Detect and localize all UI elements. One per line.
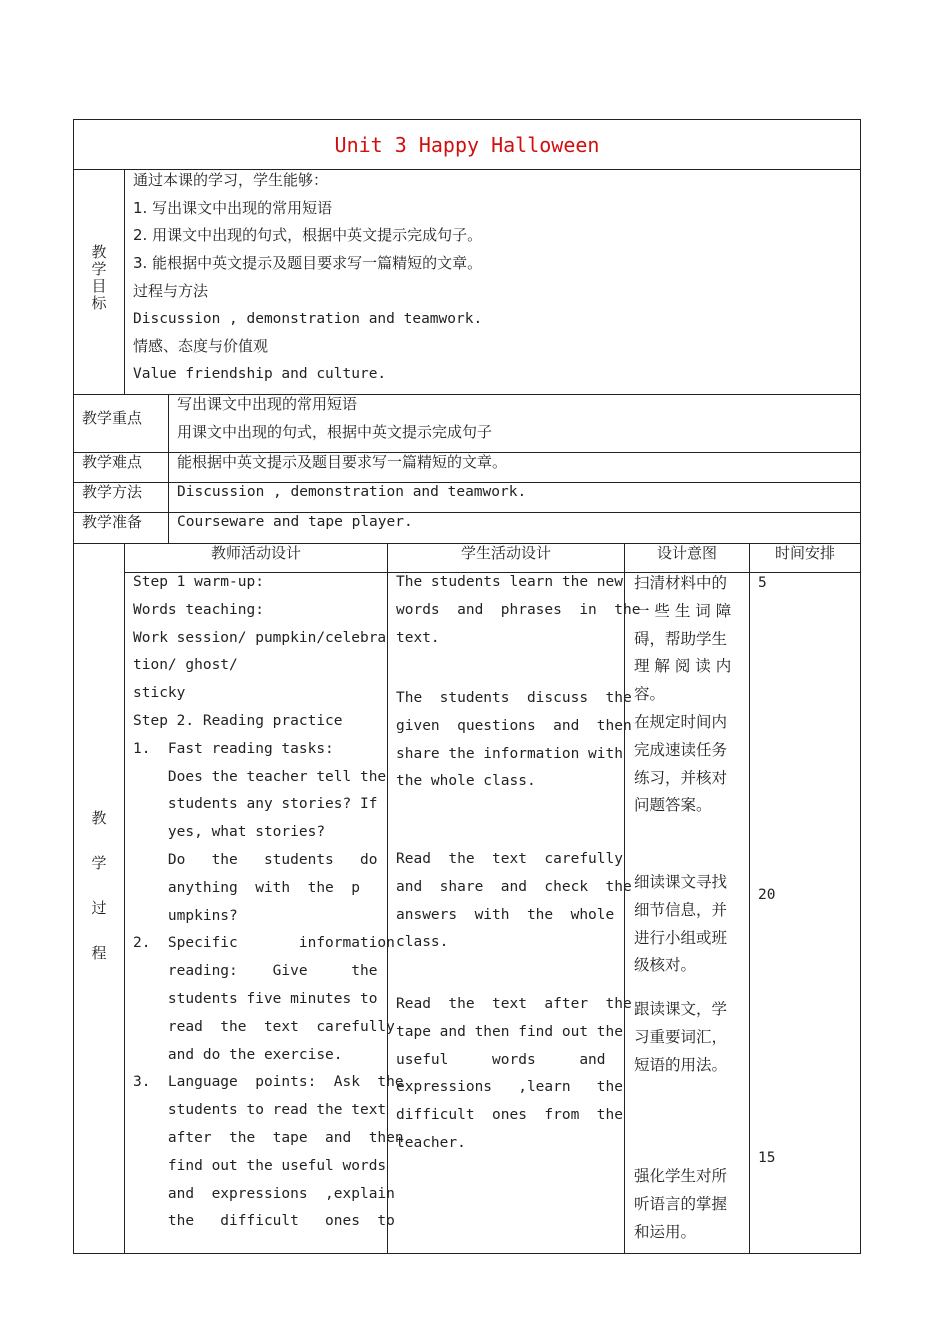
header-teacher: 教师活动设计 — [210, 544, 301, 562]
intent-line: 完成速读任务 — [634, 740, 728, 759]
intent-line: 习重要词汇， — [634, 1027, 728, 1046]
difficulty-label: 教学难点 — [82, 453, 143, 471]
teacher-line: 1. Fast reading tasks: — [133, 740, 334, 757]
teacher-line: anything with the p — [133, 879, 360, 896]
teacher-line: and expressions ,explain — [133, 1185, 395, 1202]
teacher-line: Do the students do — [133, 852, 378, 868]
method-label: 教学方法 — [82, 483, 143, 501]
table-border-right — [860, 119, 861, 1254]
student-line: expressions ,learn the — [396, 1079, 623, 1096]
teacher-line: the difficult ones to — [133, 1213, 395, 1230]
student-line: answers with the whole — [396, 906, 615, 923]
teacher-line: Words teaching: — [133, 601, 264, 618]
intent-line: 理 解 阅 读 内 — [634, 657, 732, 676]
teacher-line: Step 1 warm-up: — [133, 574, 264, 590]
objectives-line: 2. 用课文中出现的句式，根据中英文提示完成句子。 — [133, 226, 483, 244]
table-border-top — [73, 119, 861, 120]
time-value: 5 — [758, 575, 767, 591]
teacher-line: Does the teacher tell the — [133, 768, 387, 785]
key-points-line: 用课文中出现的句式，根据中英文提示完成句子 — [177, 423, 493, 441]
process-label-char: 学 — [91, 854, 107, 872]
teacher-line: Work session/ pumpkin/celebra — [133, 629, 387, 646]
teacher-line: after the tape and then — [133, 1130, 404, 1146]
intent-line: 容。 — [634, 685, 666, 704]
intent-line: 一 些 生 词 障 — [634, 601, 732, 620]
student-line: The students learn the new — [396, 574, 623, 590]
intent-line: 和运用。 — [634, 1222, 697, 1241]
method-text: Discussion , demonstration and teamwork. — [177, 484, 527, 500]
preparation-text: Courseware and tape player. — [177, 514, 413, 530]
teacher-line: students five minutes to — [133, 991, 378, 1007]
intent-line: 强化学生对所 — [634, 1167, 728, 1185]
intent-line: 细读课文寻找 — [634, 873, 728, 891]
table-border-left — [73, 119, 74, 1254]
preparation-label: 教学准备 — [82, 513, 143, 531]
intent-line: 跟读课文，学 — [634, 1000, 728, 1018]
intent-line: 在规定时间内 — [634, 713, 728, 731]
intent-line: 级核对。 — [634, 956, 697, 975]
teacher-line: students any stories? If — [133, 796, 378, 813]
student-line: Read the text after the — [396, 996, 632, 1012]
objectives-line: 情感、态度与价值观 — [133, 337, 269, 355]
teacher-line: Step 2. Reading practice — [133, 713, 343, 729]
teacher-line: reading: Give the — [133, 963, 378, 980]
student-line: difficult ones from the — [396, 1107, 623, 1124]
table-rule — [749, 543, 750, 1254]
process-label-char: 过 — [91, 899, 107, 917]
student-line: share the information with — [396, 745, 623, 762]
intent-line: 碍，帮助学生 — [634, 629, 728, 648]
objectives-line: 1. 写出课文中出现的常用短语 — [133, 199, 333, 217]
student-line: Read the text carefully — [396, 851, 623, 867]
student-line: given questions and then — [396, 717, 632, 734]
objectives-line: 通过本课的学习，学生能够： — [133, 171, 329, 189]
objectives-line: Discussion , demonstration and teamwork. — [133, 311, 483, 327]
page-title: Unit 3 Happy Halloween — [334, 133, 600, 157]
teacher-line: read the text carefully — [133, 1018, 395, 1035]
table-rule — [168, 394, 169, 543]
objectives-line: Value friendship and culture. — [133, 366, 387, 382]
process-label-char: 程 — [91, 944, 107, 962]
teacher-line: umpkins? — [133, 907, 238, 924]
time-value: 20 — [758, 887, 776, 903]
teacher-line: 2. Specific information — [133, 935, 395, 952]
student-line: The students discuss the — [396, 690, 632, 706]
difficulty-text: 能根据中英文提示及题目要求写一篇精短的文章。 — [177, 453, 508, 471]
process-label-char: 教 — [91, 809, 107, 827]
student-line: tape and then find out the — [396, 1023, 623, 1040]
teacher-line: students to read the text — [133, 1102, 387, 1119]
student-line: text. — [396, 629, 440, 646]
student-line: teacher. — [396, 1135, 466, 1151]
student-line: and share and check the — [396, 878, 632, 895]
teacher-line: and do the exercise. — [133, 1046, 343, 1063]
intent-line: 练习，并核对 — [634, 768, 728, 787]
intent-line: 短语的用法。 — [634, 1055, 728, 1074]
student-line: useful words and — [396, 1051, 606, 1068]
teacher-line: yes, what stories? — [133, 824, 326, 841]
teacher-line: sticky — [133, 685, 186, 702]
objectives-line: 3. 能根据中英文提示及题目要求写一篇精短的文章。 — [133, 254, 483, 272]
intent-line: 细节信息，并 — [634, 900, 728, 919]
header-time: 时间安排 — [774, 544, 835, 562]
header-student: 学生活动设计 — [460, 544, 551, 562]
table-border-bottom — [73, 1253, 861, 1254]
intent-line: 进行小组或班 — [634, 928, 728, 947]
key-points-line: 写出课文中出现的常用短语 — [177, 395, 358, 413]
intent-line: 扫清材料中的 — [634, 574, 728, 592]
objectives-label-text: 教学目标 — [91, 243, 107, 312]
table-rule — [124, 169, 125, 395]
table-rule — [124, 543, 125, 1254]
time-value: 15 — [758, 1150, 776, 1166]
student-line: words and phrases in the — [396, 601, 641, 618]
teacher-line: 3. Language points: Ask the — [133, 1074, 404, 1091]
teacher-line: tion/ ghost/ — [133, 657, 238, 674]
objectives-line: 过程与方法 — [133, 282, 209, 300]
intent-line: 问题答案。 — [634, 796, 712, 815]
student-line: the whole class. — [396, 773, 536, 790]
objectives-label — [89, 244, 109, 312]
student-line: class. — [396, 934, 449, 951]
teacher-line: find out the useful words — [133, 1157, 387, 1174]
intent-line: 听语言的掌握 — [634, 1194, 728, 1213]
key-points-label: 教学重点 — [82, 409, 143, 427]
header-intent: 设计意图 — [656, 544, 717, 562]
